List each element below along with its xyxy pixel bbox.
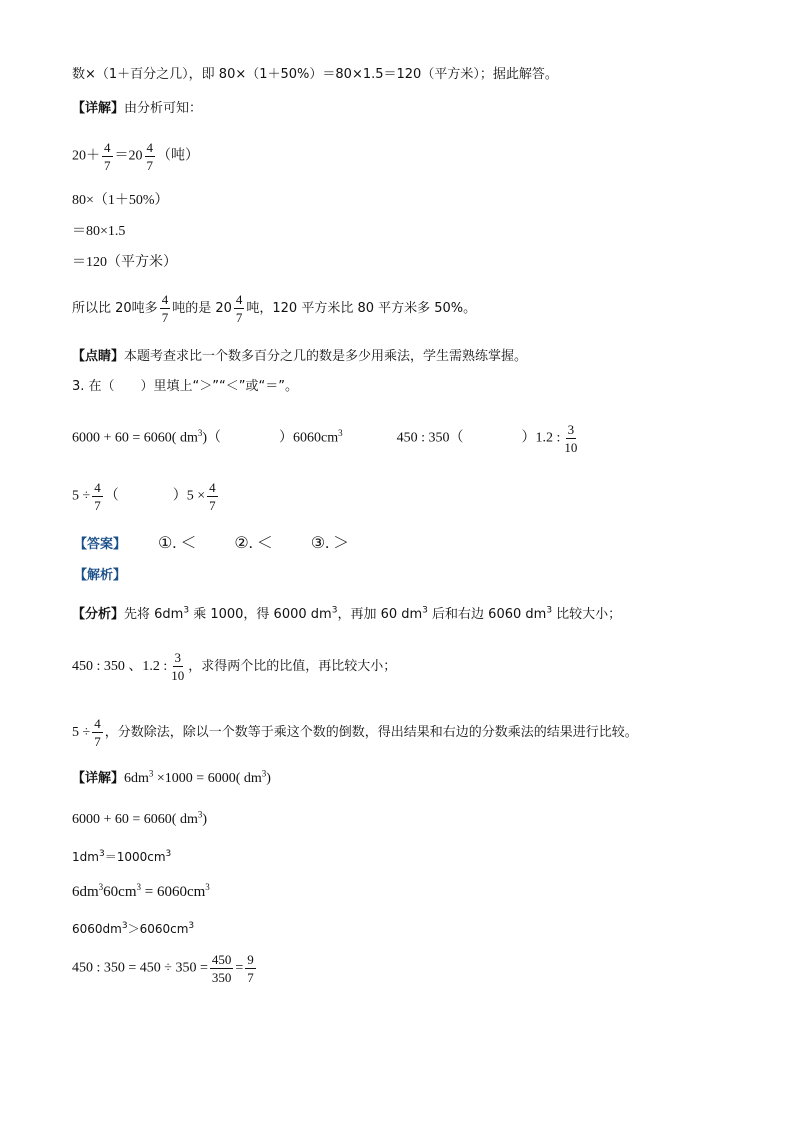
eq-part: 20＋	[72, 148, 100, 164]
answer-line	[74, 535, 349, 554]
answer-2: ②. ＜	[234, 535, 273, 552]
fraction: $\frac{9}{7}$	[247, 952, 254, 985]
conclusion: 所以比 20吨多 $\frac{4}{7}$ 吨的是 20 $\frac{4}{7}$ 吨，120 平方米比 80 平方米多 50%。	[72, 292, 477, 325]
detail-line-1: 【详解】$6dm^3 \times 1000 = 6000$( $dm^3$)	[72, 768, 271, 786]
comment-text: 本题考查求比一个数多百分之几的数是多少用乘法，学生需熟练掌握。	[124, 349, 528, 364]
compare-right: 5 ×	[186, 488, 206, 504]
fraction: $\frac{4}{7}$	[161, 292, 169, 325]
blank-close: ）	[279, 429, 294, 446]
compare-right: 6060cm	[293, 430, 339, 446]
comment-line	[72, 348, 527, 366]
compare-left: 5 ÷	[72, 488, 91, 504]
analysis-line-2: 450 : 350 、1.2 : $\frac{3}{10}$ ，求得两个比的比值，再比较大小；	[72, 650, 397, 683]
fraction: $\frac{3}{10}$	[171, 650, 185, 683]
detail-tag: 【详解】	[72, 771, 125, 786]
answer-1: ①. ＜	[158, 535, 197, 552]
fraction: $\frac{4}{7}$	[209, 480, 216, 513]
fraction: $\frac{450}{350}$	[211, 952, 232, 985]
compare-left: 450 : 350	[396, 430, 450, 446]
step-1: 80×（1＋50%）	[72, 193, 169, 208]
question-3-row-2: 5 ÷ $\frac{4}{7}$ （ ）5 × $\frac{4}{7}$	[72, 480, 216, 513]
eq-part: ＝20	[114, 148, 143, 164]
detail-line-6: 450 : 350 = 450 ÷ 350 = $\frac{450}{350}$ = $\frac{9}{7}$	[72, 952, 254, 985]
step-3: ＝120（平方米）	[72, 255, 177, 270]
blank-open: （	[207, 429, 222, 446]
question-3-row-1: 6000 + 60 = 6060( $dm^3$)（ ）$6060cm^3$ 450 : 350（ ）1.2 : $\frac{3}{10}$	[72, 422, 578, 455]
fraction: $\frac{4}{7}$	[104, 140, 111, 173]
question-3-stem: 3. 在（ ）里填上“＞”“＜”或“＝”。	[72, 379, 298, 394]
fraction: $\frac{4}{7}$	[146, 140, 153, 173]
analysis-tag: 【解析】	[74, 568, 127, 583]
fraction: $\frac{3}{10}$	[564, 422, 578, 455]
analysis-heading: 【分析】	[72, 607, 125, 622]
compare-left: 6000 + 60 = 6060	[72, 430, 172, 446]
detail-line-2: 6000 + 60 = 6060( $dm^3$)	[72, 809, 208, 827]
detail-line-3: $1dm^3=1000cm^3$	[72, 849, 172, 864]
analysis-line-3: 5 ÷ $\frac{4}{7}$ ，分数除法，除以一个数等于乘这个数的倒数，得出结果和右边的分数乘法的结果进行比较。	[72, 716, 638, 749]
fraction: $\frac{4}{7}$	[94, 716, 101, 749]
fraction: $\frac{4}{7}$	[235, 292, 243, 325]
answer-3: ③. ＞	[310, 535, 350, 552]
equation-tons	[72, 140, 199, 173]
detail-line-5: $6060dm^3>6060cm^3$	[72, 921, 195, 936]
detail-text: 由分析可知：	[124, 101, 203, 116]
analysis-line-1: 【分析】先将 $6dm^3$ 乘 1000，得 6000 $dm^3$，再加 60 $dm^3$ 后和右边 6060 $dm^3$ 比较大小；	[72, 605, 622, 622]
eq-unit: （吨）	[157, 147, 199, 164]
detail-line-4: $6dm^360cm^3 = 6060cm^3$	[72, 882, 210, 900]
compare-right: 1.2 :	[535, 430, 561, 446]
comment-tag: 【点睛】	[72, 349, 125, 364]
step-2: ＝80×1.5	[72, 224, 126, 239]
fraction: $\frac{4}{7}$	[94, 480, 101, 513]
detail-heading-1	[72, 100, 202, 118]
detail-tag: 【详解】	[72, 101, 125, 116]
answer-tag: 【答案】	[74, 537, 127, 552]
intro-line: 数×（1＋百分之几），即 80×（1＋50%）＝80×1.5＝120（平方米）；据此解答。	[72, 67, 558, 82]
